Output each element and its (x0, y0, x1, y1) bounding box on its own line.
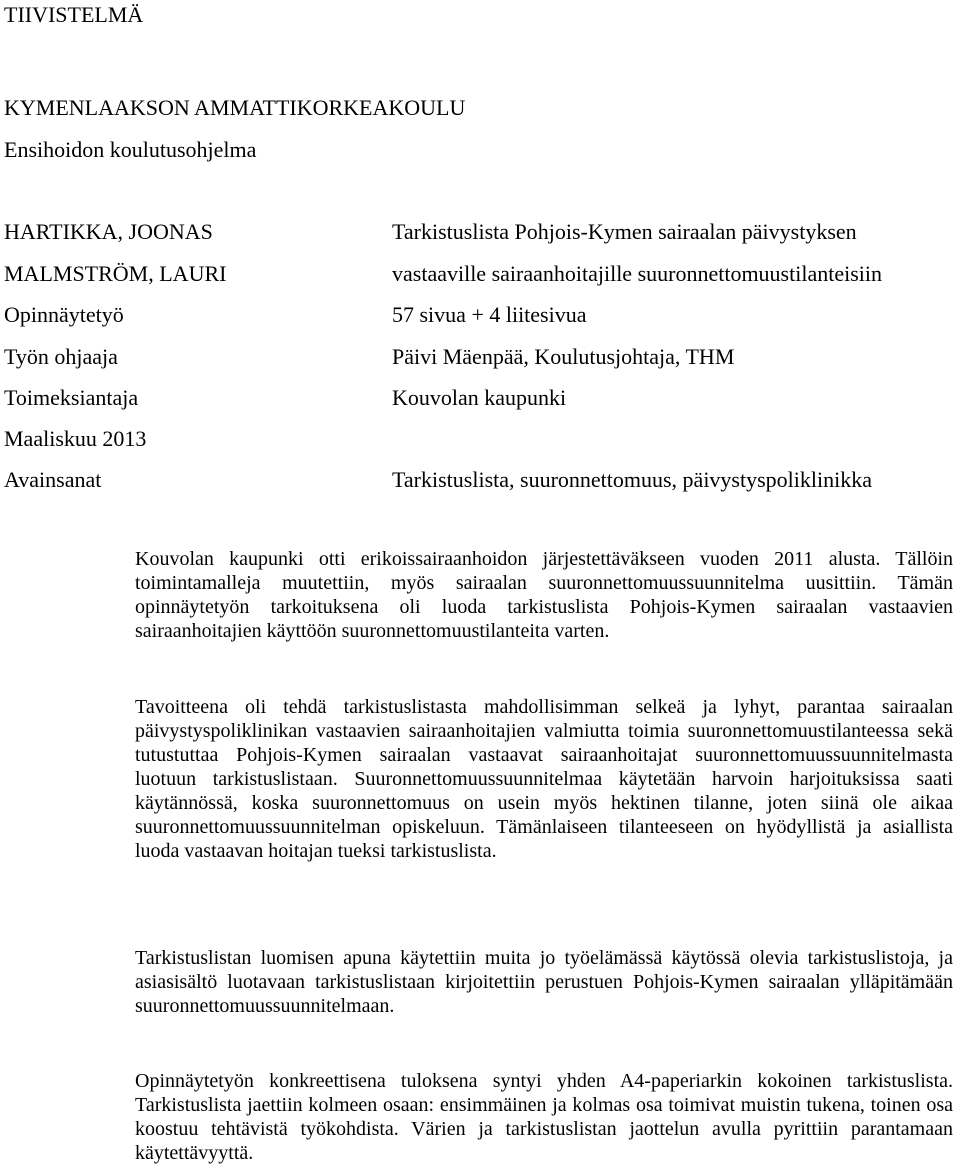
author-1: HARTIKKA, JOONAS (4, 219, 213, 244)
commissioner-value: Kouvolan kaupunki (392, 385, 567, 410)
commissioner-label: Toimeksiantaja (4, 385, 139, 410)
thesis-type-label: Opinnäytetyö (4, 302, 124, 327)
page-title: TIIVISTELMÄ (4, 2, 144, 27)
supervisor-label: Työn ohjaaja (4, 344, 118, 369)
thesis-title-line-2: vastaaville sairaanhoitajille suuronnettomuustilanteisiin (392, 261, 882, 286)
page-count: 57 sivua + 4 liitesivua (392, 302, 587, 327)
date: Maaliskuu 2013 (4, 426, 147, 451)
abstract-paragraph-2: Tavoitteena oli tehdä tarkistuslistasta mahdollisimman selkeä ja lyhyt, parantaa sairaalan päivystyspoliklinikan vastaavien sairaanhoitajien valmiutta toimia suuronnettomuustilanteessa sekä tutustuttaa Pohjois-Kymen sairaalan vastaavat sairaanhoitajat suuronnettomuussuunnitelmasta luotuun tarkistuslistaan. Suuronnettomuussuunnitelmaa käytetään harvoin harjoituksissa saati käytännössä, koska suuronnettomuus on usein myös hektinen tilanne, joten siinä ole aikaa suuronnettomuussuunnitelman opiskeluun. Tämänlaiseen tilanteeseen on hyödyllistä ja asiallista luoda vastaavan hoitajan tueksi tarkistuslista. (135, 696, 953, 862)
supervisor-value: Päivi Mäenpää, Koulutusjohtaja, THM (392, 344, 735, 369)
author-2: MALMSTRÖM, LAURI (4, 261, 227, 286)
programme-name: Ensihoidon koulutusohjelma (4, 137, 257, 162)
keywords-label: Avainsanat (4, 467, 102, 492)
abstract-paragraph-3: Tarkistuslistan luomisen apuna käytettiin muita jo työelämässä käytössä olevia tarkistuslistoja, ja asiasisältö luotavaan tarkistuslistaan kirjoitettiin perustuen Pohjois-Kymen sairaalan ylläpitämään suuronnettomuussuunnitelmaan. (135, 947, 953, 1017)
abstract-paragraph-1: Kouvolan kaupunki otti erikoissairaanhoidon järjestettäväkseen vuoden 2011 alusta. Tällöin toimintamalleja muutettiin, myös sairaalan suuronnettomuussuunnitelma uusittiin. Tämän opinnäytetyön tarkoituksena oli luoda tarkistuslista Pohjois-Kymen sairaalan vastaavien sairaanhoitajien käyttöön suuronnettomuustilanteita varten. (135, 548, 953, 642)
institution-name: KYMENLAAKSON AMMATTIKORKEAKOULU (4, 95, 466, 120)
abstract-paragraph-4: Opinnäytetyön konkreettisena tuloksena syntyi yhden A4-paperiarkin kokoinen tarkistuslista. Tarkistuslista jaettiin kolmeen osaan: ensimmäinen ja kolmas osa toimivat muistin tukena, toinen osa koostuu tehtävistä työkohdista. Värien ja tarkistuslistan jaottelun avulla pyrittiin parantamaan käytettävyyttä. (135, 1070, 953, 1164)
thesis-title-line-1: Tarkistuslista Pohjois-Kymen sairaalan päivystyksen (392, 219, 857, 244)
keywords-value: Tarkistuslista, suuronnettomuus, päivystyspoliklinikka (392, 467, 872, 492)
